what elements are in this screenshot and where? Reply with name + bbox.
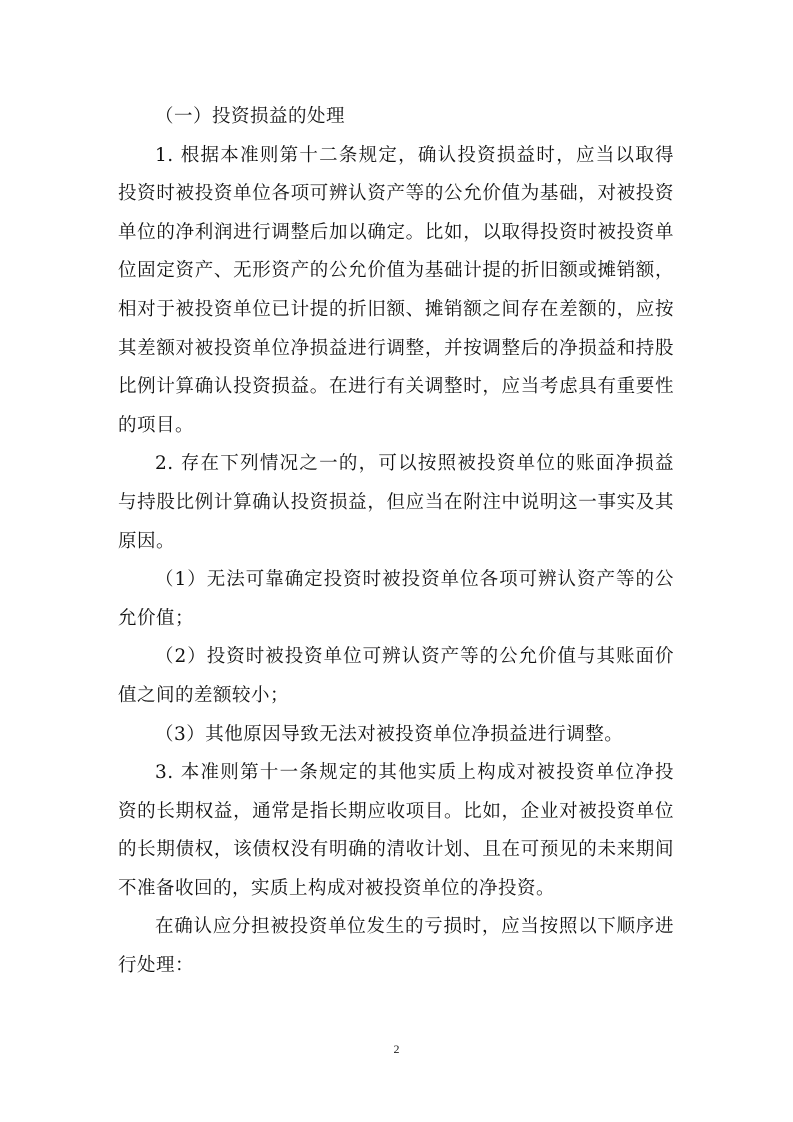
paragraph-subitem-3: （3）其他原因导致无法对被投资单位净损益进行调整。 — [155, 723, 624, 745]
paragraph-item-3: 3. 本准则第十一条规定的其他实质上构成对被投资单位净投资的长期权益，通常是指长期应收项目。比如，企业对被投资单位的长期债权，该债权没有明确的清收计划、且在可预见的未来期间不准备收回的，实质上构成对被投资单位的净投资。 — [118, 762, 674, 899]
section-heading: （一）投资损益的处理 — [155, 106, 346, 127]
paragraph-subitem-2: （2）投资时被投资单位可辨认资产等的公允价值与其账面价值之间的差额较小； — [118, 646, 674, 706]
document-body — [118, 98, 674, 986]
paragraph-item-1: 1. 根据本准则第十二条规定，确认投资损益时，应当以取得投资时被投资单位各项可辨认资产等的公允价值为基础，对被投资单位的净利润进行调整后加以确定。比如，以取得投资时被投资单位固定资产、无形资产的公允价值为基础计提的折旧额或摊销额，相对于被投资单位已计提的折旧额、摊销额之间存在差额的，应按其差额对被投资单位净损益进行调整，并按调整后的净损益和持股比例计算确认投资损益。在进行有关调整时，应当考虑具有重要性的项目。 — [118, 144, 674, 436]
paragraph-item-2: 2. 存在下列情况之一的，可以按照被投资单位的账面净损益与持股比例计算确认投资损益，但应当在附注中说明这一事实及其原因。 — [118, 453, 674, 552]
paragraph-loss-order: 在确认应分担被投资单位发生的亏损时，应当按照以下顺序进行处理： — [118, 916, 674, 977]
page-number: 2 — [393, 1042, 400, 1056]
paragraph-subitem-1: （1）无法可靠确定投资时被投资单位各项可辨认资产等的公允价值； — [118, 569, 674, 629]
